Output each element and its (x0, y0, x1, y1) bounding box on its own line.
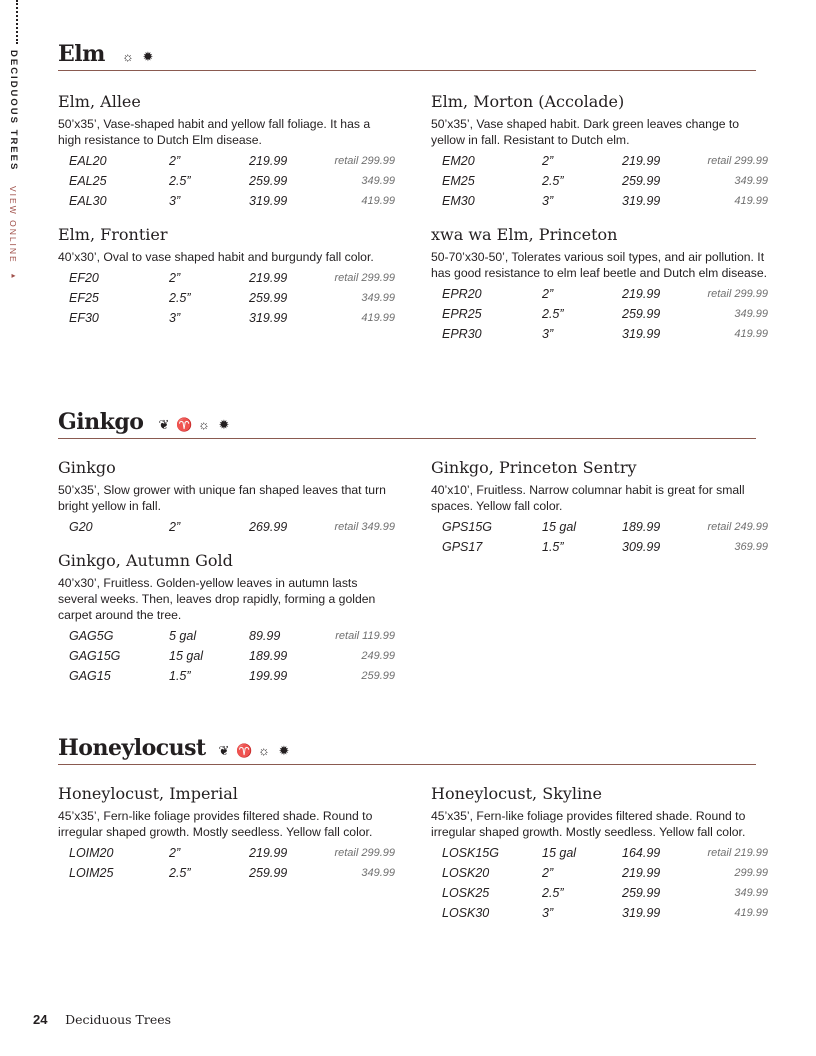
price-row (442, 191, 769, 211)
item-size: 2” (169, 154, 181, 168)
product-description: 40’x30’, Oval to vase shaped habit and burgundy fall color. (58, 250, 374, 264)
price-row (69, 626, 396, 646)
item-size: 3” (542, 194, 554, 208)
price-row (442, 863, 769, 883)
product-title: xwa wa Elm, Princeton (431, 225, 618, 244)
item-code: G20 (69, 520, 93, 534)
item-size: 1.5” (169, 669, 191, 683)
item-price: 219.99 (249, 271, 288, 285)
price-row (69, 171, 396, 191)
section-icons (216, 743, 292, 759)
section-honeylocust (58, 734, 768, 920)
item-retail: retail 299.99 (334, 272, 395, 284)
item-code: EAL25 (69, 174, 107, 188)
item-price: 319.99 (622, 194, 661, 208)
item-retail: retail 299.99 (707, 288, 768, 300)
item-retail: 419.99 (734, 328, 768, 340)
item-code: EM30 (442, 194, 475, 208)
price-row (442, 171, 769, 191)
item-code: EAL20 (69, 154, 107, 168)
price-row (69, 517, 396, 537)
product-description: 50’x35’, Vase-shaped habit and yellow fall foliage. It has a high resistance to Dutch Elm disease. (58, 117, 371, 147)
item-code: LOIM20 (69, 846, 114, 860)
price-row (442, 304, 769, 324)
product-title: Ginkgo, Autumn Gold (58, 551, 233, 570)
price-row (69, 191, 396, 211)
item-price: 319.99 (249, 194, 288, 208)
product-description: 45’x35’, Fern-like foliage provides filtered shade. Round to irregular shaped growth. Mostly seedless. Yellow fall color. (431, 809, 746, 839)
item-price: 259.99 (249, 866, 288, 880)
price-row (69, 308, 396, 328)
item-price: 259.99 (622, 307, 661, 321)
item-code: GAG15G (69, 649, 121, 663)
price-row (442, 517, 769, 537)
item-size: 2.5” (542, 174, 564, 188)
sidebar-section-label: DECIDUOUS TREES (8, 50, 19, 172)
product-description: 50’x35’, Vase shaped habit. Dark green leaves change to yellow in fall. Resistant to Dutch elm. (431, 117, 740, 147)
product-description: 40’x10’, Fruitless. Narrow columnar habit is great for small spaces. Yellow fall color. (431, 483, 745, 513)
section-elm (58, 40, 768, 341)
price-table (442, 517, 769, 557)
item-retail: 259.99 (361, 670, 395, 682)
item-code: LOIM25 (69, 866, 114, 880)
item-size: 2.5” (542, 886, 564, 900)
product-description: 50’x35’, Slow grower with unique fan shaped leaves that turn bright yellow in fall. (58, 483, 386, 513)
product-description: 50-70’x30-50’, Tolerates various soil types, and air pollution. It has good resistance to elm leaf beetle and Dutch elm disease. (431, 250, 768, 280)
item-price: 164.99 (622, 846, 661, 860)
item-retail: 299.99 (734, 867, 768, 879)
product-title: Elm, Frontier (58, 225, 168, 244)
part-sun-icon: ✹ (278, 743, 290, 758)
product-entry (431, 784, 769, 923)
leaf-icon: ❦ (218, 743, 230, 758)
price-row (442, 151, 769, 171)
product-entry (431, 225, 769, 344)
item-code: EPR25 (442, 307, 482, 321)
item-code: GPS17 (442, 540, 483, 554)
item-retail: 349.99 (361, 867, 395, 879)
price-row (442, 324, 769, 344)
item-size: 2” (542, 287, 554, 301)
item-retail: 349.99 (734, 175, 768, 187)
item-size: 3” (542, 906, 554, 920)
section-title: Elm (58, 41, 105, 67)
price-table (69, 151, 396, 211)
left-column (58, 92, 396, 342)
item-code: EAL30 (69, 194, 107, 208)
product-description: 45’x35’, Fern-like foliage provides filtered shade. Round to irregular shaped growth. Mostly seedless. Yellow fall color. (58, 809, 373, 839)
item-price: 269.99 (249, 520, 288, 534)
page-footer (33, 1012, 171, 1027)
item-size: 15 gal (542, 520, 577, 534)
section-title: Honeylocust (58, 735, 206, 761)
item-retail: retail 249.99 (707, 521, 768, 533)
price-row (69, 151, 396, 171)
item-price: 189.99 (249, 649, 288, 663)
item-code: GAG15 (69, 669, 111, 683)
item-price: 319.99 (622, 327, 661, 341)
item-code: EPR30 (442, 327, 482, 341)
item-code: EF25 (69, 291, 99, 305)
view-online-link[interactable]: VIEW ONLINE (8, 185, 18, 264)
item-retail: 349.99 (734, 887, 768, 899)
item-price: 309.99 (622, 540, 661, 554)
arrow-icon: ▸ (9, 271, 18, 283)
section-title: Ginkgo (58, 409, 144, 435)
item-code: LOSK20 (442, 866, 490, 880)
item-retail: retail 299.99 (334, 155, 395, 167)
item-size: 2” (169, 520, 181, 534)
deer-icon: ♈ (176, 417, 193, 432)
item-size: 2.5” (169, 866, 191, 880)
item-price: 199.99 (249, 669, 288, 683)
footer-title: Deciduous Trees (65, 1012, 172, 1027)
item-retail: 419.99 (734, 907, 768, 919)
item-retail: 369.99 (734, 541, 768, 553)
item-code: EF30 (69, 311, 99, 325)
price-row (442, 843, 769, 863)
part-sun-icon: ✹ (218, 417, 230, 432)
item-code: EPR20 (442, 287, 482, 301)
sun-icon: ☼ (122, 49, 134, 64)
product-title: Honeylocust, Imperial (58, 784, 238, 803)
item-price: 319.99 (249, 311, 288, 325)
price-row (69, 288, 396, 308)
item-price: 219.99 (622, 866, 661, 880)
item-retail: 419.99 (361, 312, 395, 324)
part-sun-icon: ✹ (142, 49, 154, 64)
item-retail: 349.99 (734, 308, 768, 320)
product-entry (431, 458, 769, 557)
section-header (58, 734, 756, 765)
item-retail: retail 299.99 (334, 847, 395, 859)
product-entry (58, 551, 396, 686)
sidebar-text (8, 50, 19, 282)
item-retail: 349.99 (361, 292, 395, 304)
price-row (69, 268, 396, 288)
price-row (69, 646, 396, 666)
item-size: 5 gal (169, 629, 197, 643)
item-size: 3” (542, 327, 554, 341)
right-column (431, 458, 769, 571)
item-retail: retail 299.99 (707, 155, 768, 167)
price-row (442, 284, 769, 304)
item-price: 219.99 (622, 154, 661, 168)
item-code: LOSK30 (442, 906, 490, 920)
price-table (69, 268, 396, 328)
item-price: 189.99 (622, 520, 661, 534)
price-row (442, 537, 769, 557)
item-retail: 349.99 (361, 175, 395, 187)
item-code: EM25 (442, 174, 475, 188)
price-row (69, 666, 396, 686)
price-table (69, 517, 396, 537)
item-code: LOSK25 (442, 886, 490, 900)
item-price: 259.99 (249, 174, 288, 188)
price-row (442, 883, 769, 903)
item-price: 259.99 (622, 886, 661, 900)
page-number: 24 (33, 1012, 48, 1027)
sidebar-dots (16, 0, 18, 44)
product-entry (58, 784, 396, 883)
item-size: 15 gal (542, 846, 577, 860)
item-code: EF20 (69, 271, 99, 285)
price-table (69, 626, 396, 686)
item-retail: 419.99 (361, 195, 395, 207)
price-table (442, 284, 769, 344)
item-retail: 419.99 (734, 195, 768, 207)
price-row (69, 863, 396, 883)
item-size: 15 gal (169, 649, 204, 663)
product-title: Elm, Morton (Accolade) (431, 92, 625, 111)
product-entry (58, 92, 396, 211)
item-retail: retail 219.99 (707, 847, 768, 859)
item-code: LOSK15G (442, 846, 499, 860)
product-entry (58, 458, 396, 537)
item-retail: retail 349.99 (334, 521, 395, 533)
product-entry (58, 225, 396, 328)
section-ginkgo (58, 408, 768, 683)
price-row (442, 903, 769, 923)
item-price: 259.99 (249, 291, 288, 305)
item-size: 2” (169, 271, 181, 285)
price-table (442, 843, 769, 923)
item-size: 2.5” (169, 174, 191, 188)
item-price: 89.99 (249, 629, 281, 643)
item-price: 219.99 (622, 287, 661, 301)
left-column (58, 458, 396, 700)
item-price: 219.99 (249, 154, 288, 168)
item-size: 2” (542, 154, 554, 168)
deer-icon: ♈ (236, 743, 253, 758)
product-title: Elm, Allee (58, 92, 141, 111)
right-column (431, 92, 769, 358)
leaf-icon: ❦ (158, 417, 170, 432)
price-table (69, 843, 396, 883)
right-column (431, 784, 769, 937)
left-column (58, 784, 396, 897)
sun-icon: ☼ (258, 743, 270, 758)
section-icons (156, 417, 232, 433)
item-size: 2.5” (169, 291, 191, 305)
price-row (69, 843, 396, 863)
item-price: 259.99 (622, 174, 661, 188)
sun-icon: ☼ (198, 417, 210, 432)
product-description: 40’x30’, Fruitless. Golden-yellow leaves in autumn lasts several weeks. Then, leaves drop rapidly, forming a golden carpet around the tree. (58, 576, 376, 622)
item-price: 219.99 (249, 846, 288, 860)
item-price: 319.99 (622, 906, 661, 920)
item-size: 1.5” (542, 540, 564, 554)
sidebar (8, 0, 24, 283)
item-size: 2” (169, 846, 181, 860)
item-size: 2.5” (542, 307, 564, 321)
product-title: Ginkgo (58, 458, 116, 477)
section-header (58, 408, 756, 439)
section-icons (120, 49, 156, 65)
item-retail: 249.99 (361, 650, 395, 662)
item-size: 3” (169, 311, 181, 325)
product-title: Honeylocust, Skyline (431, 784, 602, 803)
item-retail: retail 119.99 (335, 630, 395, 642)
section-header (58, 40, 756, 71)
item-code: EM20 (442, 154, 475, 168)
item-code: GPS15G (442, 520, 493, 534)
price-table (442, 151, 769, 211)
item-code: GAG5G (69, 629, 114, 643)
product-entry (431, 92, 769, 211)
product-title: Ginkgo, Princeton Sentry (431, 458, 637, 477)
item-size: 2” (542, 866, 554, 880)
item-size: 3” (169, 194, 181, 208)
